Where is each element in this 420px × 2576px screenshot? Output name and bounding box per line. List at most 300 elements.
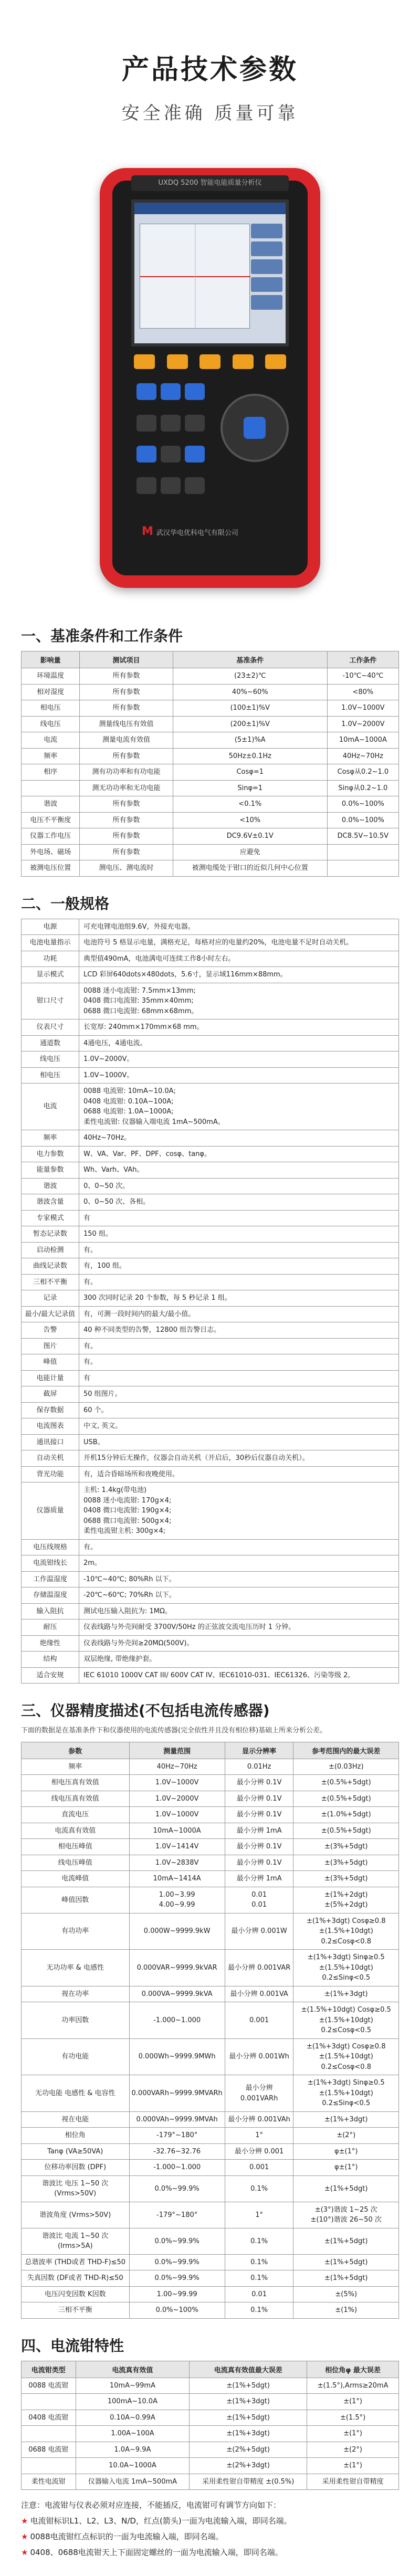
table-cell: ±(3%+5dgt) — [293, 1839, 399, 1855]
table-cell: 1.00~99.99 — [129, 2286, 225, 2302]
waveform-plot — [140, 224, 250, 329]
table-row — [22, 748, 399, 764]
section-title-2: 二、一般规格 — [21, 895, 110, 912]
table-cell: 1.0V~1000V。 — [79, 1067, 399, 1084]
table-cell: ±(0.5%+5dgt) — [293, 1775, 399, 1791]
table-cell: 0088 电流钳: 10mA~10.0A; 0408 电流钳: 0.10A~100A; 0688 电流钳: 1.0A~1000A; 柔性电流钳: 仪器输入端电流 1mA~500mA。 — [79, 1084, 399, 1130]
table-cell: 线电压真有效值 — [22, 1791, 130, 1807]
direction-pad — [220, 394, 289, 462]
table-row — [22, 2038, 399, 2075]
table-row — [22, 2302, 399, 2319]
table-cell: <80% — [327, 684, 398, 700]
table-cell: 告警 — [22, 1322, 79, 1339]
table-cell: 工作温湿度 — [22, 1571, 79, 1587]
table-cell: 功耗 — [22, 951, 79, 967]
table-cell: 柔性电流钳 — [22, 2474, 76, 2490]
table-cell: -1.000~1.000 — [129, 2002, 225, 2039]
table-cell: 谐波比 电流 1~50 次 (Irms>5A) — [22, 2228, 130, 2254]
section-title-3: 三、仪器精度描述(不包括电流传感器) — [21, 1702, 270, 1719]
table-row — [22, 1178, 399, 1194]
table-cell: 0.0%~100% — [327, 812, 398, 828]
table-cell: ±(3°)谐波 1~25 次 ±(10°)谐波 26~50 次 — [293, 2202, 399, 2228]
table-cell: 采用柔性钳自带精度 — [307, 2474, 399, 2490]
table-cell: 外电场、磁场 — [22, 844, 80, 860]
table-cell: 电流 — [22, 732, 80, 749]
table-cell: ±(0.03Hz) — [293, 1759, 399, 1775]
table-cell: 0.1% — [225, 2270, 293, 2287]
table-cell: 环境温度 — [22, 668, 80, 685]
screen-waveform — [140, 224, 250, 329]
table-row — [22, 684, 399, 700]
table-cell: φ±(1°) — [293, 2143, 399, 2160]
table-cell: 1.0V~1000V — [129, 1775, 225, 1791]
table-cell: 300 次同时记录 20 个参数，每 5 秒记录 1 组。 — [79, 1290, 399, 1307]
table-cell: 1° — [225, 2128, 293, 2144]
table-cell: ±(1%+3dgt) Sinφ≥0.5 ±(1.5%+10dgt) 0.2≤Sinφ<0.5 — [293, 1950, 399, 1986]
star-icon: ★ — [21, 2532, 28, 2542]
table-cell: 1.0V~2000V — [129, 1791, 225, 1807]
table-row — [22, 1386, 399, 1403]
page-title: 产品技术参数 — [121, 54, 298, 86]
screen-title-bar — [134, 203, 286, 214]
table-cell: 电压不平衡度 — [22, 812, 80, 828]
table-cell: 最小分辨 0.001VA — [225, 1986, 293, 2002]
table-row — [22, 1791, 399, 1807]
table-cell: ±(1%+5dgt) — [293, 2175, 399, 2202]
table-row — [22, 668, 399, 685]
table-row — [22, 983, 399, 1019]
table-cell: 最小分辨 0.1V — [225, 1839, 293, 1855]
table-row — [22, 700, 399, 717]
table-cell: 所有参数 — [80, 668, 173, 685]
table-cell: ±(0.5%+5dgt) — [293, 1823, 399, 1839]
table-cell: ±(1%+3dgt) — [190, 2426, 307, 2442]
notes — [21, 2497, 399, 2560]
function-keys — [134, 354, 286, 372]
table-cell: 最小分辨 0.1V — [225, 1855, 293, 1871]
table-cell: 0.000VAR~9999.9kVAR — [129, 1950, 225, 1986]
table-row — [22, 2394, 399, 2410]
table-cell: 适合安规 — [22, 1667, 79, 1684]
table-row — [22, 1067, 399, 1084]
table-cell: 所有参数 — [80, 796, 173, 813]
table-cell: 0.0%~99.9% — [129, 2270, 225, 2287]
table-row — [22, 1603, 399, 1620]
table-cell: 中文, 英文。 — [79, 1418, 399, 1435]
note-item — [21, 2545, 399, 2560]
table-cell: 电流峰值 — [22, 1871, 130, 1887]
table-cell: 频率 — [22, 1130, 79, 1147]
table-cell: 相序 — [22, 764, 80, 781]
table-cell: ±(1%+3dgt) Cosφ≥0.8 ±(1.5%+10dgt) 0.2≤Cosφ<0.8 — [293, 2038, 399, 2075]
table-cell: 最小分辨 0.001Wh — [225, 2038, 293, 2075]
table-cell: 0、0~50 次、各相。 — [79, 1194, 399, 1211]
table-cell: DC8.5V~10.5V — [327, 828, 398, 845]
table-cell: ±(1%+5dgt) — [190, 2410, 307, 2426]
table-cell: 0.000Wh~9999.9MWh — [129, 2038, 225, 2075]
table-cell: 线电压 — [22, 1052, 79, 1068]
table-cell: -10℃~40℃; 80%Rh 以下。 — [79, 1571, 399, 1587]
table-cell: 1.0V~2838V — [129, 1855, 225, 1871]
table-cell: 双层绝缘, 带绝缘护套。 — [79, 1652, 399, 1668]
table-row — [22, 2111, 399, 2128]
table-header-cell: 工作条件 — [327, 651, 398, 668]
table-cell: 100mA~10.0A — [76, 2394, 190, 2410]
table-cell: ±(1°) — [307, 2394, 399, 2410]
table-cell: -179°~180° — [129, 2202, 225, 2228]
table-cell: Cosφ=1 — [173, 764, 327, 781]
table-row — [22, 2202, 399, 2228]
table-row — [22, 1402, 399, 1418]
table-cell: 视在功率 — [22, 1986, 130, 2002]
table-cell: 0688 电流钳 — [22, 2442, 76, 2458]
table-cell: 记录 — [22, 1290, 79, 1307]
table-header-cell: 影响量 — [22, 651, 80, 668]
table-cell: 钳口尺寸 — [22, 983, 79, 1019]
table-cell: 测量电流有效值 — [80, 732, 173, 749]
table-cell: 通讯接口 — [22, 1434, 79, 1450]
section-accuracy — [0, 1684, 420, 2319]
table-cell: 有。 — [79, 1274, 399, 1290]
clamp-table — [21, 2361, 399, 2490]
table-header-cell: 相位角φ 最大误差 — [307, 2361, 399, 2378]
table-row — [22, 2426, 399, 2442]
table-row — [22, 1418, 399, 1435]
table-cell: 0408 电流钳 — [22, 2410, 76, 2426]
table-cell: 0.000W~9999.9kW — [129, 1913, 225, 1950]
table-cell: ±(1.5°) — [307, 2410, 399, 2426]
note-text: 注意：电流钳与仪表必须对应连接，不能插反，电流钳可有调节方向如下： — [21, 2500, 281, 2510]
table-cell: ±(2%+5dgt) — [190, 2442, 307, 2458]
table-cell: 测无功功率和无功电能 — [80, 780, 173, 796]
table-cell: 位移功率因数 (DPF) — [22, 2160, 130, 2176]
table-row — [22, 1130, 399, 1147]
table-cell: ±(1°) — [307, 2458, 399, 2474]
table-cell: 最小分辨 1mA — [225, 1871, 293, 1887]
table-row — [22, 1226, 399, 1243]
table-row — [22, 1587, 399, 1604]
table-row — [22, 1274, 399, 1290]
table-cell: ±(1%+5dgt) — [293, 2228, 399, 2254]
table-cell: 电流图表 — [22, 1418, 79, 1435]
table-row — [22, 1194, 399, 1211]
table-row — [22, 2143, 399, 2160]
table-cell: ±(2°) — [307, 2442, 399, 2458]
table-cell: 0.01 0.01 — [225, 1887, 293, 1913]
table-cell: 相电压 — [22, 1067, 79, 1084]
table-cell: 0.1% — [225, 2302, 293, 2319]
accuracy-table — [21, 1742, 399, 2319]
table-header-cell: 显示分辨率 — [225, 1742, 293, 1759]
table-cell: <0.1% — [173, 796, 327, 813]
table-cell: -179°~180° — [129, 2128, 225, 2144]
table-cell: 电流 — [22, 1084, 79, 1130]
table-cell: 最小分辨 0.001VAh — [225, 2111, 293, 2128]
table-cell: 典型值490mA，电池满电可连续工作8小时左右。 — [79, 951, 399, 967]
table-cell — [327, 860, 398, 877]
table-cell: ±(1%) — [293, 2302, 399, 2319]
table-cell: 仪器输入电流 1mA~500mA — [76, 2474, 190, 2490]
table-cell: ±(1.0%+5dgt) — [293, 1807, 399, 1823]
table-cell: ±(2°) — [293, 2128, 399, 2144]
table-cell — [22, 2394, 76, 2410]
table-cell: Cosφ从0.2~1.0 — [327, 764, 398, 781]
table-row — [22, 1146, 399, 1162]
table-row — [22, 1635, 399, 1652]
table-cell: 0、0~50 次。 — [79, 1178, 399, 1194]
table-cell: ±(1%+5dgt) — [293, 2270, 399, 2287]
table-row — [22, 2254, 399, 2270]
table-row — [22, 1950, 399, 1986]
table-row — [22, 1322, 399, 1339]
table-cell: 结构 — [22, 1652, 79, 1668]
table-cell: 0.001 — [225, 2002, 293, 2039]
table-cell: 测量线电压有效值 — [80, 716, 173, 732]
table-cell: 总谐波率 (THD或者 THD-F)≤50 — [22, 2254, 130, 2270]
table-row — [22, 828, 399, 845]
table-cell: 应避免 — [173, 844, 327, 860]
table-row — [22, 1871, 399, 1887]
table-cell: 仪器工作电压 — [22, 828, 80, 845]
table-cell: ±(1.5°),Arms≥20mA — [307, 2378, 399, 2394]
table-cell — [22, 2426, 76, 2442]
table-cell: φ±(1°) — [293, 2160, 399, 2176]
table-cell: 耐压 — [22, 1620, 79, 1636]
table-cell: -1.000~1.000 — [129, 2160, 225, 2176]
table-cell: USB。 — [79, 1434, 399, 1450]
section-title-1: 一、基准条件和工作条件 — [21, 627, 183, 645]
table-cell: 1.00~3.99 4.00~9.99 — [129, 1887, 225, 1913]
table-row — [22, 1652, 399, 1668]
table-row — [22, 1807, 399, 1823]
table-cell: DC9.6V±0.1V — [173, 828, 327, 845]
table-cell: 电流真有效值 — [22, 1823, 130, 1839]
table-cell: 测试电压输入阻抗为: 1MΩ。 — [79, 1603, 399, 1620]
table-cell: 0.01Hz — [225, 1759, 293, 1775]
note-item — [21, 2497, 399, 2513]
table-cell: 电源 — [22, 919, 79, 935]
table-row — [22, 1539, 399, 1555]
table-cell: 有功功率 — [22, 1913, 130, 1950]
table-cell: 自动关机 — [22, 1450, 79, 1467]
table-cell: 三相不平衡 — [22, 1274, 79, 1290]
table-cell: 专家模式 — [22, 1210, 79, 1226]
table-cell: Tanφ (VA≥50VA) — [22, 2143, 130, 2160]
table-row — [22, 1482, 399, 1540]
table-row — [22, 951, 399, 967]
table-row — [22, 1913, 399, 1950]
table-cell: 1.00A~100A — [76, 2426, 190, 2442]
table-row — [22, 2002, 399, 2039]
table-cell: 有 — [79, 1210, 399, 1226]
table-row — [22, 1887, 399, 1913]
table-cell: 0.0%~100% — [327, 796, 398, 813]
table-cell: Wh、Varh、VAh。 — [79, 1162, 399, 1179]
table-cell: 4通电压，4通电流。 — [79, 1035, 399, 1052]
table-cell: 有 — [79, 1370, 399, 1386]
table-cell — [327, 844, 398, 860]
table-row — [22, 1258, 399, 1275]
table-cell: Sinφ从0.2~1.0 — [327, 780, 398, 796]
table-cell: 相位角 — [22, 2128, 130, 2144]
table-cell: 有，100 组。 — [79, 1258, 399, 1275]
section-general-specs — [0, 877, 420, 1684]
table-row — [22, 1759, 399, 1775]
table-cell: 10mA~1000A — [327, 732, 398, 749]
table-row — [22, 2442, 399, 2458]
table-cell: 最小分辨 0.001 — [225, 2143, 293, 2160]
table-cell: ±(1°) — [307, 2426, 399, 2442]
table-row — [22, 1555, 399, 1572]
table-cell: 最小/最大记录值 — [22, 1306, 79, 1322]
table-cell: 所有参数 — [80, 828, 173, 845]
table-cell: 谐波比 电压 1~50 次 (Vrms>50V) — [22, 2175, 130, 2202]
table-cell: 失真因数 (DF或者 THD-R)≤50 — [22, 2270, 130, 2287]
table-cell: 峰值因数 — [22, 1887, 130, 1913]
table-cell: 采用柔性钳自带精度 ±(0.5%) — [190, 2474, 307, 2490]
table-cell: ±(2%+3dgt) — [190, 2458, 307, 2474]
table-cell: (23±2)℃ — [173, 668, 327, 685]
table-row — [22, 1434, 399, 1450]
table-cell: ±(1%+3dgt) Sinφ≥0.5 ±(1.5%+10dgt) 0.2≤Sinφ<0.5 — [293, 2075, 399, 2112]
table-cell: 1.0V~2000V — [327, 716, 398, 732]
table-header-cell: 参考范围内的最大误差 — [293, 1742, 399, 1759]
table-cell: 0.1% — [225, 2228, 293, 2254]
table-cell: 0.001 — [225, 2160, 293, 2176]
table-cell: 0.000VARh~9999.9MVARh — [129, 2075, 225, 2112]
table-cell: 电池电量指示 — [22, 935, 79, 951]
table-row — [22, 1667, 399, 1684]
table-cell: 最小分辨 0.1V — [225, 1775, 293, 1791]
table-cell: 2m。 — [79, 1555, 399, 1572]
note-text: 电流钳标识L1、L2、L3、N/D，红点(箭头)一面为电流输入端，即同名端。 — [30, 2516, 292, 2526]
table-cell: 1.0V~1414V — [129, 1839, 225, 1855]
table-cell: 0088 电流钳 — [22, 2378, 76, 2394]
table-cell: 电池符号 5 格显示电量，满格充足，每格对应的电量约20%，电池电量不足时自动关机。 — [79, 935, 399, 951]
table-cell: IEC 61010 1000V CAT III/ 600V CAT IV、IEC61010-031、IEC61326、污染等级 2。 — [79, 1667, 399, 1684]
table-cell: 10.0A~1000A — [76, 2458, 190, 2474]
table-row — [22, 919, 399, 935]
table-cell: 峰值 — [22, 1354, 79, 1371]
table-cell: 所有参数 — [80, 748, 173, 764]
table-row — [22, 860, 399, 877]
table-row — [22, 2410, 399, 2426]
star-icon: ★ — [21, 2516, 28, 2526]
table-cell: 有，可测一段时间内的最大/最小值。 — [79, 1306, 399, 1322]
table-cell: ±(1%+2dgt) ±(5%+2dgt) — [293, 1887, 399, 1913]
table-cell: 0088 迷小电流钳: 7.5mm×13mm; 0408 微口电流钳: 35mm×40mm; 0688 微口电流钳: 68mm×68mm。 — [79, 983, 399, 1019]
table-row — [22, 764, 399, 781]
table-cell: 1° — [225, 2202, 293, 2228]
brand-text: 武汉华电优科电气有限公司 — [156, 529, 238, 537]
table-cell: 能量参数 — [22, 1162, 79, 1179]
table-cell: 最小分辨 0.001VARh — [225, 2075, 293, 2112]
table-cell: 50 组图片。 — [79, 1386, 399, 1403]
table-cell: <10% — [173, 812, 327, 828]
table-cell: 40Hz~70Hz。 — [79, 1130, 399, 1147]
table-cell: 150 组。 — [79, 1226, 399, 1243]
table-cell: LCD 彩屏640dots×480dots，5.6寸，显示域116mm×88mm。 — [79, 967, 399, 983]
table-cell: 所有参数 — [80, 684, 173, 700]
table-cell: 1.0A~9.9A — [76, 2442, 190, 2458]
table-cell: 仪表尺寸 — [22, 1019, 79, 1036]
table-cell: ±(1%+3dgt) Cosφ≥0.8 ±(1.5%+10dgt) 0.2≤Cosφ<0.8 — [293, 1913, 399, 1950]
table-cell: 0.1% — [225, 2175, 293, 2202]
table-cell: 10mA~1414A — [129, 1871, 225, 1887]
table-cell: (5±1)%A — [173, 732, 327, 749]
table-cell: 输入阻抗 — [22, 1603, 79, 1620]
table-cell: 1.0V~1000V — [327, 700, 398, 717]
table-cell: 谐波含量 — [22, 1194, 79, 1211]
keypad — [136, 383, 205, 504]
table-cell: 有功电能 — [22, 2038, 130, 2075]
table-cell: -10℃~40℃ — [327, 668, 398, 685]
table-cell: 电力参数 — [22, 1146, 79, 1162]
note-item — [21, 2529, 399, 2545]
table-row — [22, 935, 399, 951]
table-cell: 长宽厚: 240mm×170mm×68 mm。 — [79, 1019, 399, 1036]
note-text: 0088电流钳红点标识的一面为电流输入端，即同名端。 — [30, 2532, 224, 2542]
table-row — [22, 844, 399, 860]
table-cell: 相电压真有效值 — [22, 1775, 130, 1791]
device-label: UXDQ 5200 智能电能质量分析仪 — [131, 175, 289, 191]
table-cell: 直流电压 — [22, 1807, 130, 1823]
table-cell: 测电压、测电流时 — [80, 860, 173, 877]
table-cell: 视在电能 — [22, 2111, 130, 2128]
device-image — [79, 157, 341, 598]
table-row — [22, 796, 399, 813]
table-cell: 频率 — [22, 1759, 130, 1775]
table-cell: 谐波角度 (Vrms>50V) — [22, 2202, 130, 2228]
table-row — [22, 1466, 399, 1482]
table-cell: 图片 — [22, 1338, 79, 1354]
table-cell: 功率因数 — [22, 2002, 130, 2039]
table-cell: 线电压峰值 — [22, 1855, 130, 1871]
screen-side-menu — [251, 224, 282, 329]
table-row — [22, 1571, 399, 1587]
table-cell: 0.000VAh~9999.9MVAh — [129, 2111, 225, 2128]
table-header-cell: 测量范围 — [129, 1742, 225, 1759]
table-row — [22, 812, 399, 828]
table-row — [22, 1242, 399, 1258]
table-cell: 开机15分钟后无操作，仪器会自动关机（开启后，30秒后仪器自动关机）。 — [79, 1450, 399, 1467]
table-row — [22, 1035, 399, 1052]
section-note-3: 下面的数据是在基准条件下和仪器使用的电流传感器(完全依性并且没有相位移)基础上所来分析公差。 — [21, 1727, 327, 1734]
table-cell: 0.000VA~9999.9kVA — [129, 1986, 225, 2002]
table-row — [22, 1986, 399, 2002]
table-row — [22, 2128, 399, 2144]
table-cell: 曲线记录数 — [22, 1258, 79, 1275]
table-cell: 最小分辨 0.001W — [225, 1913, 293, 1950]
table-row — [22, 1823, 399, 1839]
table-row — [22, 1839, 399, 1855]
table-cell: ±(0.5%+5dgt) — [293, 1791, 399, 1807]
section-title-4: 四、电流钳特性 — [21, 2337, 124, 2354]
table-cell: 所有参数 — [80, 844, 173, 860]
table-cell: 截屏 — [22, 1386, 79, 1403]
star-icon: ★ — [21, 2548, 28, 2558]
table-cell: 60 个。 — [79, 1402, 399, 1418]
table-row — [22, 2378, 399, 2394]
table-cell: 40%~60% — [173, 684, 327, 700]
table-cell: 最小分辨 0.001VAR — [225, 1950, 293, 1986]
table-cell: 0.0%~99.9% — [129, 2254, 225, 2270]
table-row — [22, 1290, 399, 1307]
table-row — [22, 967, 399, 983]
note-text: 0408、0688电流钳天上下面固定螺丝的一面为电流输入端，即同名端。 — [30, 2548, 283, 2558]
table-row — [22, 1855, 399, 1871]
device-screen — [131, 199, 289, 346]
